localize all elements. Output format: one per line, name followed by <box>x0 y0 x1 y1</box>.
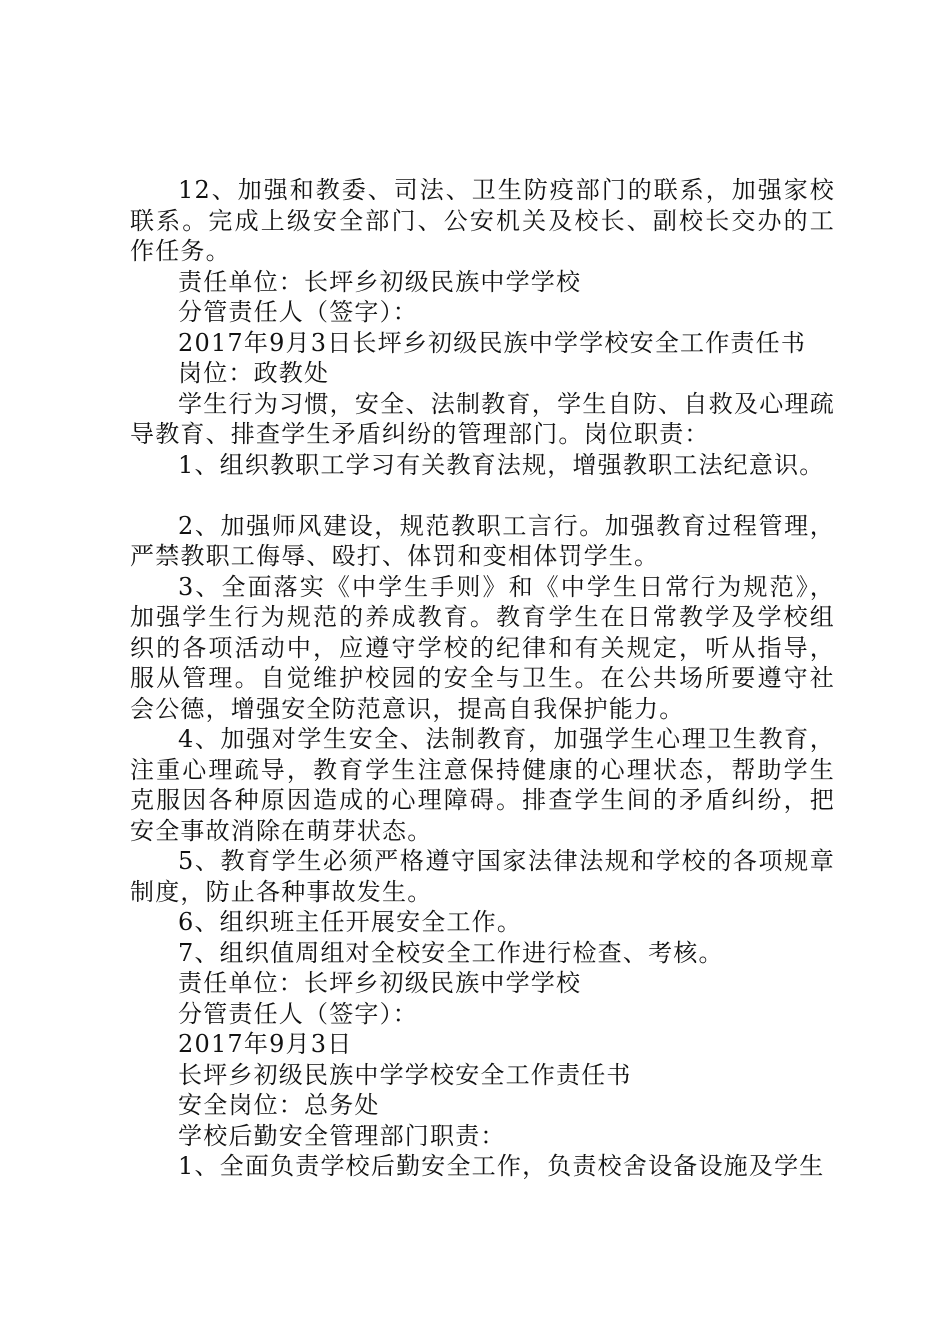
date-line: 2017年9月3日 <box>178 1030 353 1058</box>
duty-item-6: 6、组织班主任开展安全工作。 <box>178 908 523 936</box>
post-line-2: 安全岗位：总务处 <box>178 1091 380 1119</box>
responsible-unit-line: 责任单位：长坪乡初级民族中学学校 <box>178 267 582 296</box>
duty-item-5: 5、教育学生必须严格遵守国家法律法规和学校的各项规章制度，防止各种事故发生。 <box>130 847 835 906</box>
blank-line <box>130 480 835 511</box>
paragraph-item-12: 12、加强和教委、司法、卫生防疫部门的联系，加强家校联系。完成上级安全部门、公安机关及校长、副校长交办的工作任务。 <box>130 176 835 265</box>
document-body <box>130 175 835 1182</box>
date-title-line: 2017年9月3日长坪乡初级民族中学学校安全工作责任书 <box>178 328 807 357</box>
responsible-unit-line-2: 责任单位：长坪乡初级民族中学学校 <box>178 969 582 997</box>
duty-item-4: 4、加强对学生安全、法制教育，加强学生心理卫生教育，注重心理疏导，教育学生注意保持健康的心理状态，帮助学生克服因各种原因造成的心理障碍。排查学生间的矛盾纠纷，把安全事故消除在萌芽状态。 <box>130 725 835 845</box>
department-description: 学生行为习惯，安全、法制教育，学生自防、自救及心理疏导教育、排查学生矛盾纠纷的管理部门。岗位职责： <box>130 389 835 448</box>
duty-item-2: 2、加强师风建设，规范教职工言行。加强教育过程管理，严禁教职工侮辱、殴打、体罚和变相体罚学生。 <box>130 511 835 570</box>
section-title: 长坪乡初级民族中学学校安全工作责任书 <box>178 1060 632 1089</box>
logistics-duty-item-1: 1、全面负责学校后勤安全工作，负责校舍设备设施及学生 <box>178 1152 825 1180</box>
signature-line-2: 分管责任人（签字）： <box>178 999 418 1028</box>
department-duties-heading: 学校后勤安全管理部门职责： <box>178 1121 506 1150</box>
duty-item-7: 7、组织值周组对全校安全工作进行检查、考核。 <box>178 938 724 967</box>
signature-line: 分管责任人（签字）： <box>178 298 418 326</box>
duty-item-1: 1、组织教职工学习有关教育法规，增强教职工法纪意识。 <box>178 450 825 479</box>
post-line: 岗位：政教处 <box>178 359 330 387</box>
duty-item-3: 3、全面落实《中学生手则》和《中学生日常行为规范》，加强学生行为规范的养成教育。教育学生在日常教学及学校组织的各项活动中，应遵守学校的纪律和有关规定，听从指导，服从管理。自觉维护校园的安全与卫生。在公共场所要遵守社会公德，增强安全防范意识，提高自我保护能力。 <box>130 572 835 723</box>
